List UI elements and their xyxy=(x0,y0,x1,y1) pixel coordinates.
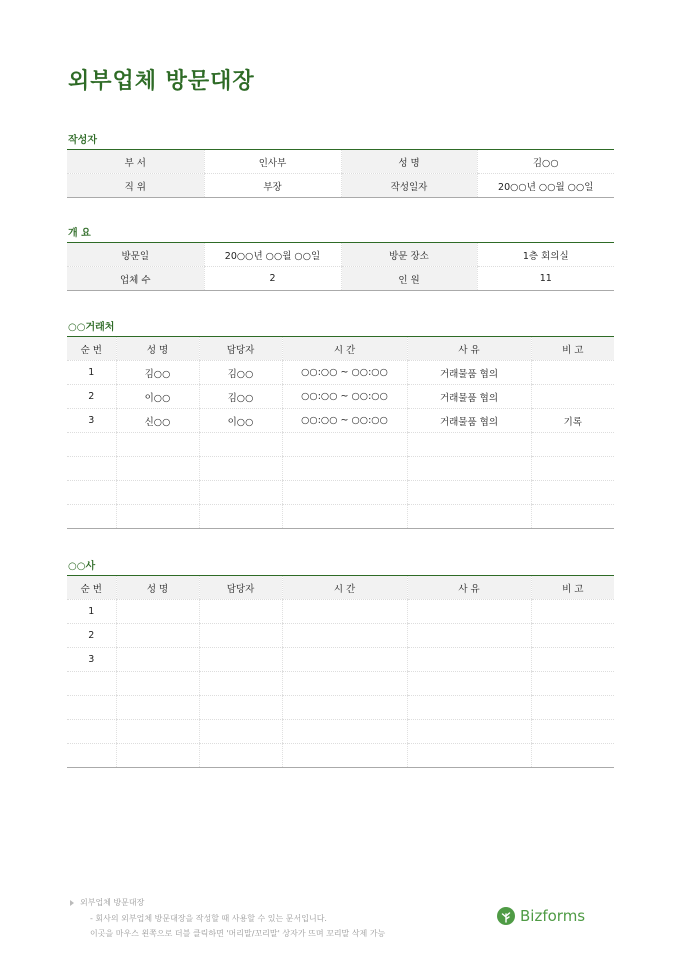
table-cell[interactable] xyxy=(531,624,614,648)
field-label: 업체 수 xyxy=(67,267,204,291)
table-cell[interactable]: 김○○ xyxy=(199,361,282,385)
field-label: 인 원 xyxy=(341,267,477,291)
field-label: 방문 장소 xyxy=(341,243,477,267)
field-value[interactable]: 인사부 xyxy=(204,150,341,174)
table-cell[interactable] xyxy=(531,600,614,624)
table-cell[interactable] xyxy=(282,744,407,768)
table-cell[interactable] xyxy=(531,361,614,385)
table-cell[interactable]: 거래물품 협의 xyxy=(407,409,531,433)
column-header: 담당자 xyxy=(199,337,282,361)
page-title: 외부업체 방문대장 xyxy=(68,69,255,94)
table-cell[interactable] xyxy=(531,457,614,481)
table-cell[interactable]: 3 xyxy=(67,409,116,433)
table-row xyxy=(67,696,614,720)
table-cell[interactable]: ○○:○○ ~ ○○:○○ xyxy=(282,361,407,385)
table-cell[interactable] xyxy=(282,433,407,457)
table-cell[interactable]: 1 xyxy=(67,361,116,385)
table-cell[interactable] xyxy=(407,696,531,720)
table-cell[interactable] xyxy=(407,457,531,481)
table-cell[interactable] xyxy=(116,457,199,481)
company2-table xyxy=(67,575,614,768)
table-cell[interactable] xyxy=(116,600,199,624)
field-value[interactable]: 1층 회의실 xyxy=(477,243,614,267)
table-cell[interactable] xyxy=(199,457,282,481)
table-cell[interactable]: 김○○ xyxy=(199,385,282,409)
table-cell[interactable] xyxy=(116,672,199,696)
table-row xyxy=(67,174,614,198)
table-row xyxy=(67,720,614,744)
table-row xyxy=(67,744,614,768)
table-cell[interactable] xyxy=(199,696,282,720)
table-row xyxy=(67,361,614,385)
table-row xyxy=(67,481,614,505)
column-header: 성 명 xyxy=(116,337,199,361)
table-row xyxy=(67,648,614,672)
section-label-overview: 개 요 xyxy=(68,228,91,239)
table-cell[interactable]: ○○:○○ ~ ○○:○○ xyxy=(282,385,407,409)
table-cell[interactable] xyxy=(531,433,614,457)
table-cell[interactable]: ○○:○○ ~ ○○:○○ xyxy=(282,409,407,433)
table-cell[interactable] xyxy=(282,481,407,505)
footer-note: 이곳을 마우스 왼쪽으로 더블 클릭하면 '머리말/꼬리말' 상자가 뜨며 꼬리말 삭제 가능 xyxy=(90,929,386,938)
table-row xyxy=(67,267,614,291)
table-cell[interactable] xyxy=(67,696,116,720)
column-header: 시 간 xyxy=(282,337,407,361)
field-label: 작성일자 xyxy=(341,174,477,198)
table-cell[interactable] xyxy=(116,481,199,505)
table-cell[interactable]: 이○○ xyxy=(199,409,282,433)
field-value[interactable]: 20○○년 ○○월 ○○일 xyxy=(204,243,341,267)
table-cell[interactable] xyxy=(116,744,199,768)
footer-title: 외부업체 방문대장 xyxy=(80,898,145,907)
table-cell[interactable] xyxy=(282,624,407,648)
table-row xyxy=(67,385,614,409)
table-cell[interactable] xyxy=(116,720,199,744)
field-value[interactable]: 부장 xyxy=(204,174,341,198)
table-cell[interactable] xyxy=(116,696,199,720)
table-cell[interactable] xyxy=(407,624,531,648)
table-cell[interactable] xyxy=(199,720,282,744)
table-cell[interactable] xyxy=(282,672,407,696)
table-cell[interactable] xyxy=(67,720,116,744)
table-cell[interactable]: 거래물품 협의 xyxy=(407,385,531,409)
table-row xyxy=(67,433,614,457)
field-label: 방문일 xyxy=(67,243,204,267)
table-cell[interactable]: 신○○ xyxy=(116,409,199,433)
table-cell[interactable] xyxy=(199,505,282,529)
table-cell[interactable] xyxy=(67,433,116,457)
table-cell[interactable] xyxy=(531,481,614,505)
table-row xyxy=(67,624,614,648)
table-cell[interactable] xyxy=(531,672,614,696)
table-cell[interactable] xyxy=(282,457,407,481)
table-cell[interactable]: 김○○ xyxy=(116,361,199,385)
table-cell[interactable] xyxy=(199,433,282,457)
table-cell[interactable] xyxy=(199,481,282,505)
section-label-company2: ○○사 xyxy=(68,561,96,572)
table-cell[interactable] xyxy=(67,505,116,529)
table-cell[interactable] xyxy=(531,648,614,672)
table-cell[interactable] xyxy=(199,600,282,624)
footer[interactable] xyxy=(70,895,385,942)
table-cell[interactable] xyxy=(282,600,407,624)
table-cell[interactable] xyxy=(199,672,282,696)
table-cell[interactable] xyxy=(116,433,199,457)
table-cell[interactable]: 1 xyxy=(67,600,116,624)
table-cell[interactable] xyxy=(67,457,116,481)
table-row xyxy=(67,409,614,433)
table-cell[interactable] xyxy=(282,505,407,529)
field-label: 성 명 xyxy=(341,150,477,174)
table-cell[interactable] xyxy=(407,481,531,505)
table-cell[interactable] xyxy=(531,385,614,409)
overview-table xyxy=(67,242,614,291)
table-cell[interactable] xyxy=(407,672,531,696)
column-header: 담당자 xyxy=(199,576,282,600)
table-cell[interactable] xyxy=(531,744,614,768)
table-cell[interactable] xyxy=(407,505,531,529)
table-cell[interactable] xyxy=(282,696,407,720)
tree-icon xyxy=(496,906,516,926)
table-row xyxy=(67,600,614,624)
column-header: 비 고 xyxy=(531,337,614,361)
table-cell[interactable]: 2 xyxy=(67,385,116,409)
table-cell[interactable] xyxy=(199,624,282,648)
table-cell[interactable] xyxy=(67,744,116,768)
column-header: 시 간 xyxy=(282,576,407,600)
table-cell[interactable] xyxy=(116,648,199,672)
table-cell[interactable] xyxy=(116,624,199,648)
table-cell[interactable] xyxy=(407,648,531,672)
column-header: 성 명 xyxy=(116,576,199,600)
column-header: 사 유 xyxy=(407,576,531,600)
header-row xyxy=(67,576,614,600)
table-cell[interactable] xyxy=(116,505,199,529)
section-label-company1: ○○거래처 xyxy=(68,322,115,333)
table-cell[interactable] xyxy=(199,648,282,672)
table-cell[interactable] xyxy=(531,505,614,529)
field-value[interactable]: 2 xyxy=(204,267,341,291)
logo-text: Bizforms xyxy=(520,907,586,925)
column-header: 순 번 xyxy=(67,576,116,600)
table-row xyxy=(67,672,614,696)
bizforms-logo xyxy=(496,906,585,926)
table-cell[interactable] xyxy=(67,672,116,696)
author-table xyxy=(67,149,614,198)
column-header: 사 유 xyxy=(407,337,531,361)
table-cell[interactable] xyxy=(407,744,531,768)
field-value[interactable]: 김○○ xyxy=(477,150,614,174)
field-value[interactable]: 20○○년 ○○월 ○○일 xyxy=(477,174,614,198)
field-label: 직 위 xyxy=(67,174,204,198)
table-cell[interactable] xyxy=(407,433,531,457)
header-row xyxy=(67,337,614,361)
table-cell[interactable]: 거래물품 협의 xyxy=(407,361,531,385)
table-cell[interactable]: 2 xyxy=(67,624,116,648)
table-cell[interactable] xyxy=(67,481,116,505)
table-row xyxy=(67,150,614,174)
field-label: 부 서 xyxy=(67,150,204,174)
table-cell[interactable] xyxy=(531,720,614,744)
table-cell[interactable]: 3 xyxy=(67,648,116,672)
table-cell[interactable] xyxy=(282,720,407,744)
table-row xyxy=(67,505,614,529)
footer-description: - 회사의 외부업체 방문대장을 작성할 때 사용할 수 있는 문서입니다. xyxy=(90,913,327,923)
column-header: 순 번 xyxy=(67,337,116,361)
triangle-bullet-icon xyxy=(70,900,74,906)
column-header: 비 고 xyxy=(531,576,614,600)
table-row xyxy=(67,457,614,481)
table-cell[interactable]: 이○○ xyxy=(116,385,199,409)
table-cell[interactable] xyxy=(407,600,531,624)
table-cell[interactable]: 기록 xyxy=(531,409,614,433)
table-cell[interactable] xyxy=(199,744,282,768)
table-row xyxy=(67,243,614,267)
table-cell[interactable] xyxy=(282,648,407,672)
table-cell[interactable] xyxy=(531,696,614,720)
field-value[interactable]: 11 xyxy=(477,267,614,291)
table-cell[interactable] xyxy=(407,720,531,744)
section-label-author: 작성자 xyxy=(68,135,97,146)
company1-table xyxy=(67,336,614,529)
